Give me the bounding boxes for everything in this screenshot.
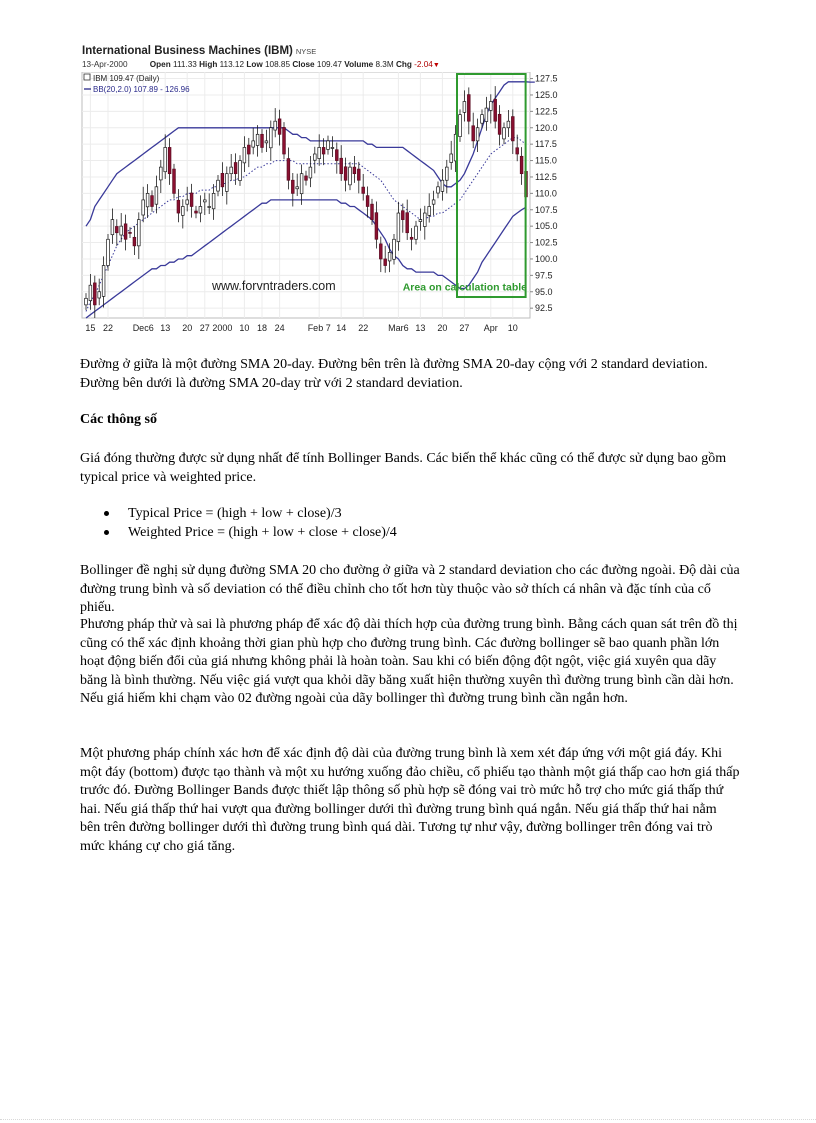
candle-body	[151, 196, 154, 207]
quote-chg-label: Chg	[395, 60, 412, 69]
candle-body	[107, 239, 110, 265]
y-tick-label: 127.5	[535, 73, 558, 84]
paragraph-bottom-method	[80, 745, 740, 856]
y-tick-label: 125.0	[535, 89, 558, 100]
legend-price-label: IBM 109.47 (Daily)	[93, 74, 160, 83]
chart-exchange: NYSE	[295, 47, 317, 56]
y-tick-label: 122.5	[535, 106, 558, 117]
candle-body	[168, 147, 171, 173]
candle-body	[362, 187, 365, 193]
quote-high-label: High	[199, 60, 218, 69]
down-triangle-icon: ▼	[432, 62, 440, 69]
x-tick-label: 15	[85, 323, 96, 333]
section-heading-parameters: Các thông số	[80, 412, 158, 427]
y-tick-label: 120.0	[535, 122, 558, 133]
candle-body	[520, 156, 523, 173]
x-tick-label: 22	[358, 323, 369, 333]
y-tick-label: 105.0	[535, 221, 558, 232]
candle-body	[503, 128, 506, 139]
candle-body	[357, 169, 360, 180]
candle-body	[485, 108, 488, 121]
x-tick-label: 10	[239, 323, 250, 333]
x-tick-label: 13	[160, 323, 171, 333]
candle-body	[208, 206, 211, 207]
x-tick-label: 14	[336, 323, 347, 333]
y-tick-label: 92.5	[535, 303, 553, 314]
paragraph-trial-and-error	[80, 616, 740, 709]
candle-body	[239, 161, 242, 181]
x-tick-label: 18	[256, 323, 268, 333]
y-tick-label: 102.5	[535, 237, 558, 248]
candle-body	[146, 193, 149, 206]
candle-body	[89, 285, 92, 300]
candle-body	[115, 226, 118, 232]
candle-body	[366, 196, 369, 207]
x-tick-label: 20	[437, 323, 448, 333]
candle-body	[93, 283, 96, 305]
paragraph-sma-description	[80, 356, 740, 393]
candle-body	[124, 224, 127, 239]
candle-body	[379, 244, 382, 259]
x-tick-label: 20	[182, 323, 193, 333]
candle-body	[291, 180, 294, 193]
candle-body	[494, 99, 497, 121]
quote-volume: 8.3M	[375, 60, 394, 69]
candle-body	[142, 200, 145, 215]
candle-body	[401, 211, 404, 220]
list-item-text: Typical Price = (high + low + close)/3	[128, 506, 342, 521]
candle-body	[221, 173, 224, 186]
candle-body	[388, 252, 391, 261]
calculation-area-label: Area on calculation table	[402, 281, 527, 294]
quote-volume-label: Volume	[344, 60, 374, 69]
candle-body	[423, 213, 426, 226]
x-tick-label: 10	[507, 323, 518, 333]
candle-body	[199, 206, 202, 213]
candle-body	[234, 163, 237, 174]
candle-body	[305, 176, 308, 180]
candle-body	[274, 121, 277, 130]
candle-body	[327, 141, 330, 150]
paragraph-1-text: Đường ở giữa là một đường SMA 20-day. Đường bên trên là đường SMA 20-day cộng với 2 standard deviation. Đường bên dưới là đường SMA 20-day trừ với 2 standard deviation.	[80, 357, 708, 391]
legend-swatch-price	[84, 74, 90, 80]
x-tick-label: 27	[459, 323, 470, 333]
x-tick-label: 24	[274, 323, 285, 333]
candle-body	[467, 95, 470, 122]
candle-body	[344, 167, 347, 180]
candle-body	[375, 213, 378, 240]
candle-body	[212, 193, 215, 208]
x-tick-label: Dec6	[132, 323, 154, 333]
candle-body	[173, 169, 176, 193]
candle-body	[397, 213, 400, 242]
candle-body	[111, 220, 114, 235]
candle-body	[450, 154, 453, 163]
candle-body	[278, 119, 281, 134]
candle-body	[445, 167, 448, 180]
candle-body	[186, 200, 189, 204]
list-item-text: Weighted Price = (high + low + close + close)/4	[128, 525, 397, 540]
candle-body	[393, 239, 396, 259]
bullet-icon	[104, 530, 109, 535]
candle-body	[481, 115, 484, 124]
candle-body	[441, 180, 444, 191]
candle-body	[353, 167, 356, 174]
candle-body	[459, 115, 462, 137]
candle-body	[159, 167, 162, 180]
list-item-typical-price	[104, 504, 397, 523]
chart-title-text: International Business Machines (IBM)	[82, 45, 293, 57]
paragraph-3-text: Bollinger đề nghị sử dụng đường SMA 20 cho đường ở giữa và 2 standard deviation cho các đường ngoài. Độ dài của đường trung bình và số deviation có thể điều chỉnh cho tốt hơn tùy thuộc vào sở thích cá nhân và đặc tính của cổ phiếu.	[80, 563, 740, 615]
candle-body	[283, 127, 286, 154]
candle-body	[415, 226, 418, 239]
candle-body	[371, 204, 374, 219]
candle-body	[195, 211, 198, 213]
candle-body	[102, 266, 105, 297]
candle-body	[243, 147, 246, 162]
candle-body	[419, 220, 422, 222]
candle-body	[309, 167, 312, 178]
candle-body	[261, 134, 264, 147]
candle-body	[177, 200, 180, 213]
ibm-bollinger-chart	[80, 44, 564, 336]
watermark-text: www.forvntraders.com	[212, 278, 336, 293]
quote-close: 109.47	[316, 60, 342, 69]
candle-body	[129, 232, 132, 233]
candle-body	[498, 114, 501, 134]
x-tick-label: 27	[199, 323, 210, 333]
candle-body	[516, 148, 519, 154]
quote-low: 108.85	[264, 60, 291, 69]
price-formula-list	[104, 504, 397, 542]
candle-body	[230, 167, 233, 174]
candle-body	[476, 128, 479, 141]
candle-body	[313, 154, 316, 160]
candle-body	[410, 237, 413, 239]
paragraph-4-text: Phương pháp thử và sai là phương pháp để xác độ dài thích hợp của đường trung bình. Bằng cách quan sát trên đồ thị cũng có thể xác định khoảng thời gian phù hợp cho đường trung bình. Các đường bollinger sẽ bao quanh phần lớn hoạt động biến đổi của giá nhưng không phải là hoàn toàn. Sau khi có biến động đột ngột, việc giá xuyên qua dãy băng là bình thường. Nếu việc giá vượt qua khỏi dãy băng xuất hiện thường xuyên thì đường trung bình cần dài hơn. Nếu giá hiếm khi chạm vào 02 đường ngoài của dãy bollinger thì đường trung bình cần ngắn hơn.	[80, 617, 738, 706]
candle-body	[287, 159, 290, 181]
candle-body	[349, 167, 352, 185]
x-tick-label: Mar6	[388, 323, 409, 333]
paragraph-5-text: Một phương pháp chính xác hơn để xác định độ dài của đường trung bình là xem xét đáp ứng với một giá đáy. Khi một đáy (bottom) được tạo thành và một xu hướng xuống đảo chiều, cổ phiếu tạo thành một giá thấp cao hơn giá thấp trước đó. Đường Bollinger Bands được thiết lập thông số phù hợp sẽ đóng vai trò mức hỗ trợ cho mức giá thấp thứ hai. Nếu giá thấp thứ hai vượt qua đường bollinger dưới thì đường trung bình quá ngắn. Nếu giá thấp thứ hai nằm bên trên đường bollinger dưới thì đường trung bình quá dài. Tương tự như vậy, đường bollinger trên đóng vai trò mức kháng cự cho giá tăng.	[80, 746, 740, 854]
legend-bands-label: BB(20,2.0) 107.89 - 126.96	[93, 85, 190, 94]
candle-body	[217, 180, 220, 191]
quote-close-label: Close	[292, 60, 315, 69]
page-bottom-divider	[0, 1119, 816, 1120]
y-tick-label: 107.5	[535, 204, 558, 215]
list-item-weighted-price	[104, 523, 397, 542]
candle-body	[137, 220, 140, 246]
chart-date: 13-Apr-2000	[82, 60, 128, 69]
candle-body	[318, 147, 321, 158]
candle-body	[85, 298, 88, 305]
quote-low-label: Low	[246, 60, 263, 69]
candle-body	[164, 147, 167, 171]
paragraph-bollinger-recommendation	[80, 562, 740, 618]
chart-plot	[80, 72, 564, 336]
x-tick-label: 2000	[212, 323, 233, 333]
candle-body	[190, 193, 193, 206]
candle-body	[296, 187, 299, 189]
candle-body	[256, 134, 259, 145]
y-tick-label: 110.0	[535, 188, 557, 199]
candle-body	[269, 128, 272, 148]
chart-title	[82, 45, 316, 57]
candle-body	[463, 102, 466, 113]
y-tick-label: 100.0	[535, 253, 558, 264]
y-tick-label: 117.5	[535, 139, 557, 150]
candle-body	[98, 292, 101, 298]
candle-body	[331, 147, 334, 148]
x-tick-label: Feb 7	[307, 323, 331, 333]
y-tick-label: 115.0	[535, 155, 557, 166]
candle-body	[203, 200, 206, 202]
candle-body	[384, 259, 387, 266]
quote-high: 113.12	[219, 60, 245, 69]
x-tick-label: 22	[102, 323, 114, 333]
candle-body	[133, 237, 136, 246]
candle-body	[340, 158, 343, 173]
quote-open: 111.33	[173, 60, 197, 69]
y-tick-label: 112.5	[535, 171, 557, 182]
candle-body	[437, 187, 440, 193]
paragraph-close-price	[80, 450, 740, 487]
candle-body	[155, 187, 158, 204]
chart-quote-line	[82, 60, 440, 69]
bullet-icon	[104, 511, 109, 516]
candle-body	[428, 206, 431, 215]
candle-body	[265, 141, 268, 143]
candle-body	[225, 174, 228, 192]
quote-chg: -2.04	[414, 60, 433, 69]
candle-body	[300, 174, 303, 194]
candle-body	[406, 213, 409, 233]
candle-body	[507, 121, 510, 128]
candle-body	[511, 117, 514, 141]
candle-body	[120, 226, 123, 235]
paragraph-2-text: Giá đóng thường được sử dụng nhất để tính Bollinger Bands. Các biến thể khác cũng có thể được sử dụng bao gồm typical price và weighted price.	[80, 451, 727, 485]
candle-body	[472, 126, 475, 141]
candle-body	[335, 150, 338, 161]
quote-open-label: Open	[149, 60, 171, 69]
x-tick-label: 13	[415, 323, 426, 333]
candle-body	[322, 147, 325, 154]
candle-body	[489, 102, 492, 111]
y-tick-label: 97.5	[535, 270, 553, 281]
candle-body	[252, 141, 255, 147]
candle-body	[432, 200, 435, 204]
candle-body	[181, 206, 184, 215]
y-tick-label: 95.0	[535, 286, 553, 297]
candle-body	[247, 145, 250, 154]
x-tick-label: Apr	[483, 323, 498, 333]
